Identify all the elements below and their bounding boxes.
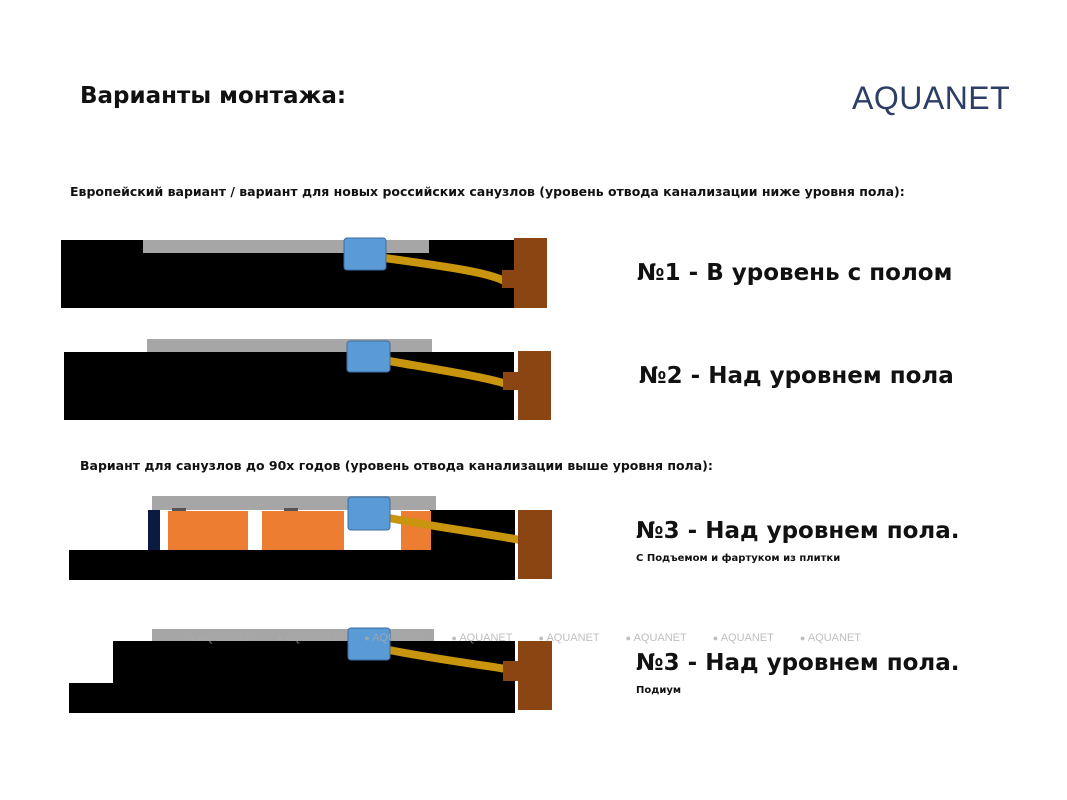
sewer-outlet — [503, 372, 520, 390]
section-heading-old: Вариант для санузлов до 90х годов (уровень отвода канализации выше уровня пола): — [80, 458, 713, 473]
shower-tray — [152, 629, 434, 641]
option-1-label: №1 - В уровень с полом — [637, 260, 953, 286]
drain-trap — [347, 341, 390, 372]
frame-post — [148, 510, 160, 550]
tile-block-2 — [262, 511, 344, 550]
option-2-label: №2 - Над уровнем пола — [639, 363, 954, 389]
diagram-option-2 — [64, 339, 551, 420]
watermark: ● AQUANET ● AQUANET ● AQUANET ● AQUANET ● AQUANET ● AQUANET ● AQUANET ● AQUANET — [190, 632, 861, 644]
section-heading-european: Европейский вариант / вариант для новых российских санузлов (уровень отвода канализации ниже уровня пола): — [70, 184, 905, 199]
option-4-sublabel: Подиум — [636, 685, 682, 696]
tile-block-3 — [401, 511, 431, 550]
diagram-option-1 — [61, 238, 547, 308]
support-foot — [172, 508, 186, 511]
floor-slab — [64, 352, 514, 420]
wall — [514, 238, 547, 308]
floor-slab — [69, 550, 515, 580]
wall — [518, 510, 552, 579]
wall — [518, 351, 551, 420]
option-3-label: №3 - Над уровнем пола. — [636, 518, 960, 544]
shower-tray — [152, 496, 436, 510]
drain-trap — [344, 238, 386, 270]
brand-logo: AQUANET — [852, 80, 1011, 116]
option-3-sublabel: С Подъемом и фартуком из плитки — [636, 553, 841, 564]
drain-trap — [348, 497, 390, 530]
tile-block-1 — [168, 511, 248, 550]
sewer-outlet — [503, 661, 520, 681]
floor-slab — [69, 683, 515, 713]
option-4-label: №3 - Над уровнем пола. — [636, 650, 960, 676]
sewer-outlet — [502, 270, 516, 288]
wall — [518, 641, 552, 710]
diagram-option-3 — [69, 496, 552, 580]
support-foot — [284, 508, 298, 511]
diagram-option-4 — [69, 628, 552, 713]
drain-trap — [348, 628, 390, 660]
page-title: Варианты монтажа: — [80, 83, 347, 109]
